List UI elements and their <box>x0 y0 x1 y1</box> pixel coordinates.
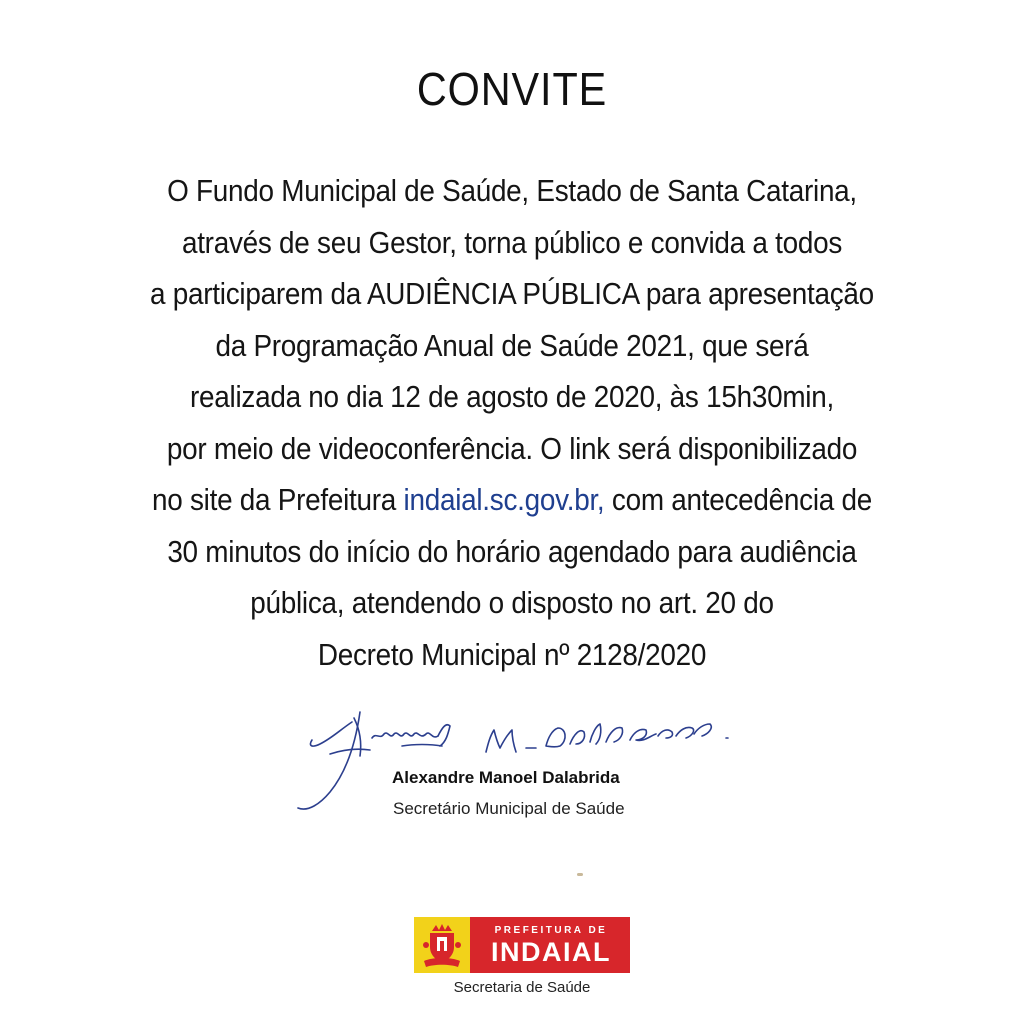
invitation-body <box>40 165 984 680</box>
logo-caption: Secretaria de Saúde <box>453 979 591 996</box>
page-title: CONVITE <box>416 63 608 115</box>
body-line: O Fundo Municipal de Saúde, Estado de Santa Catarina, <box>167 173 857 208</box>
body-line: pública, atendendo o disposto no art. 20 do <box>250 585 774 620</box>
signer-role: Secretário Municipal de Saúde <box>393 799 625 818</box>
body-line: por meio de videoconferência. O link será disponibilizado <box>166 430 858 466</box>
link-suffix-text: com antecedência de <box>604 482 872 517</box>
logo-main-text: INDAIAL <box>491 937 611 967</box>
body-line: da Programação Anual de Saúde 2021, que será <box>215 327 809 363</box>
website-link[interactable]: indaial.sc.gov.br, <box>403 482 605 517</box>
link-prefix-text: no site da Prefeitura <box>152 482 404 517</box>
body-line-with-link <box>87 474 937 526</box>
signer-name: Alexandre Manoel Dalabrida <box>392 768 620 787</box>
logo-top-text: PREFEITURA DE <box>494 925 608 936</box>
body-line: Decreto Municipal nº 2128/2020 <box>317 636 707 672</box>
body-line: 30 minutos do início do horário agendado para audiência <box>167 533 857 569</box>
prefeitura-logo <box>414 917 630 973</box>
body-line: a participarem da AUDIÊNCIA PÚBLICA para apresentação <box>150 276 874 311</box>
body-line: realizada no dia 12 de agosto de 2020, às 15h30min, <box>190 379 834 414</box>
paper-speck <box>577 873 583 876</box>
body-line: através de seu Gestor, torna público e convida a todos <box>181 224 843 260</box>
coat-of-arms-icon <box>414 917 470 973</box>
